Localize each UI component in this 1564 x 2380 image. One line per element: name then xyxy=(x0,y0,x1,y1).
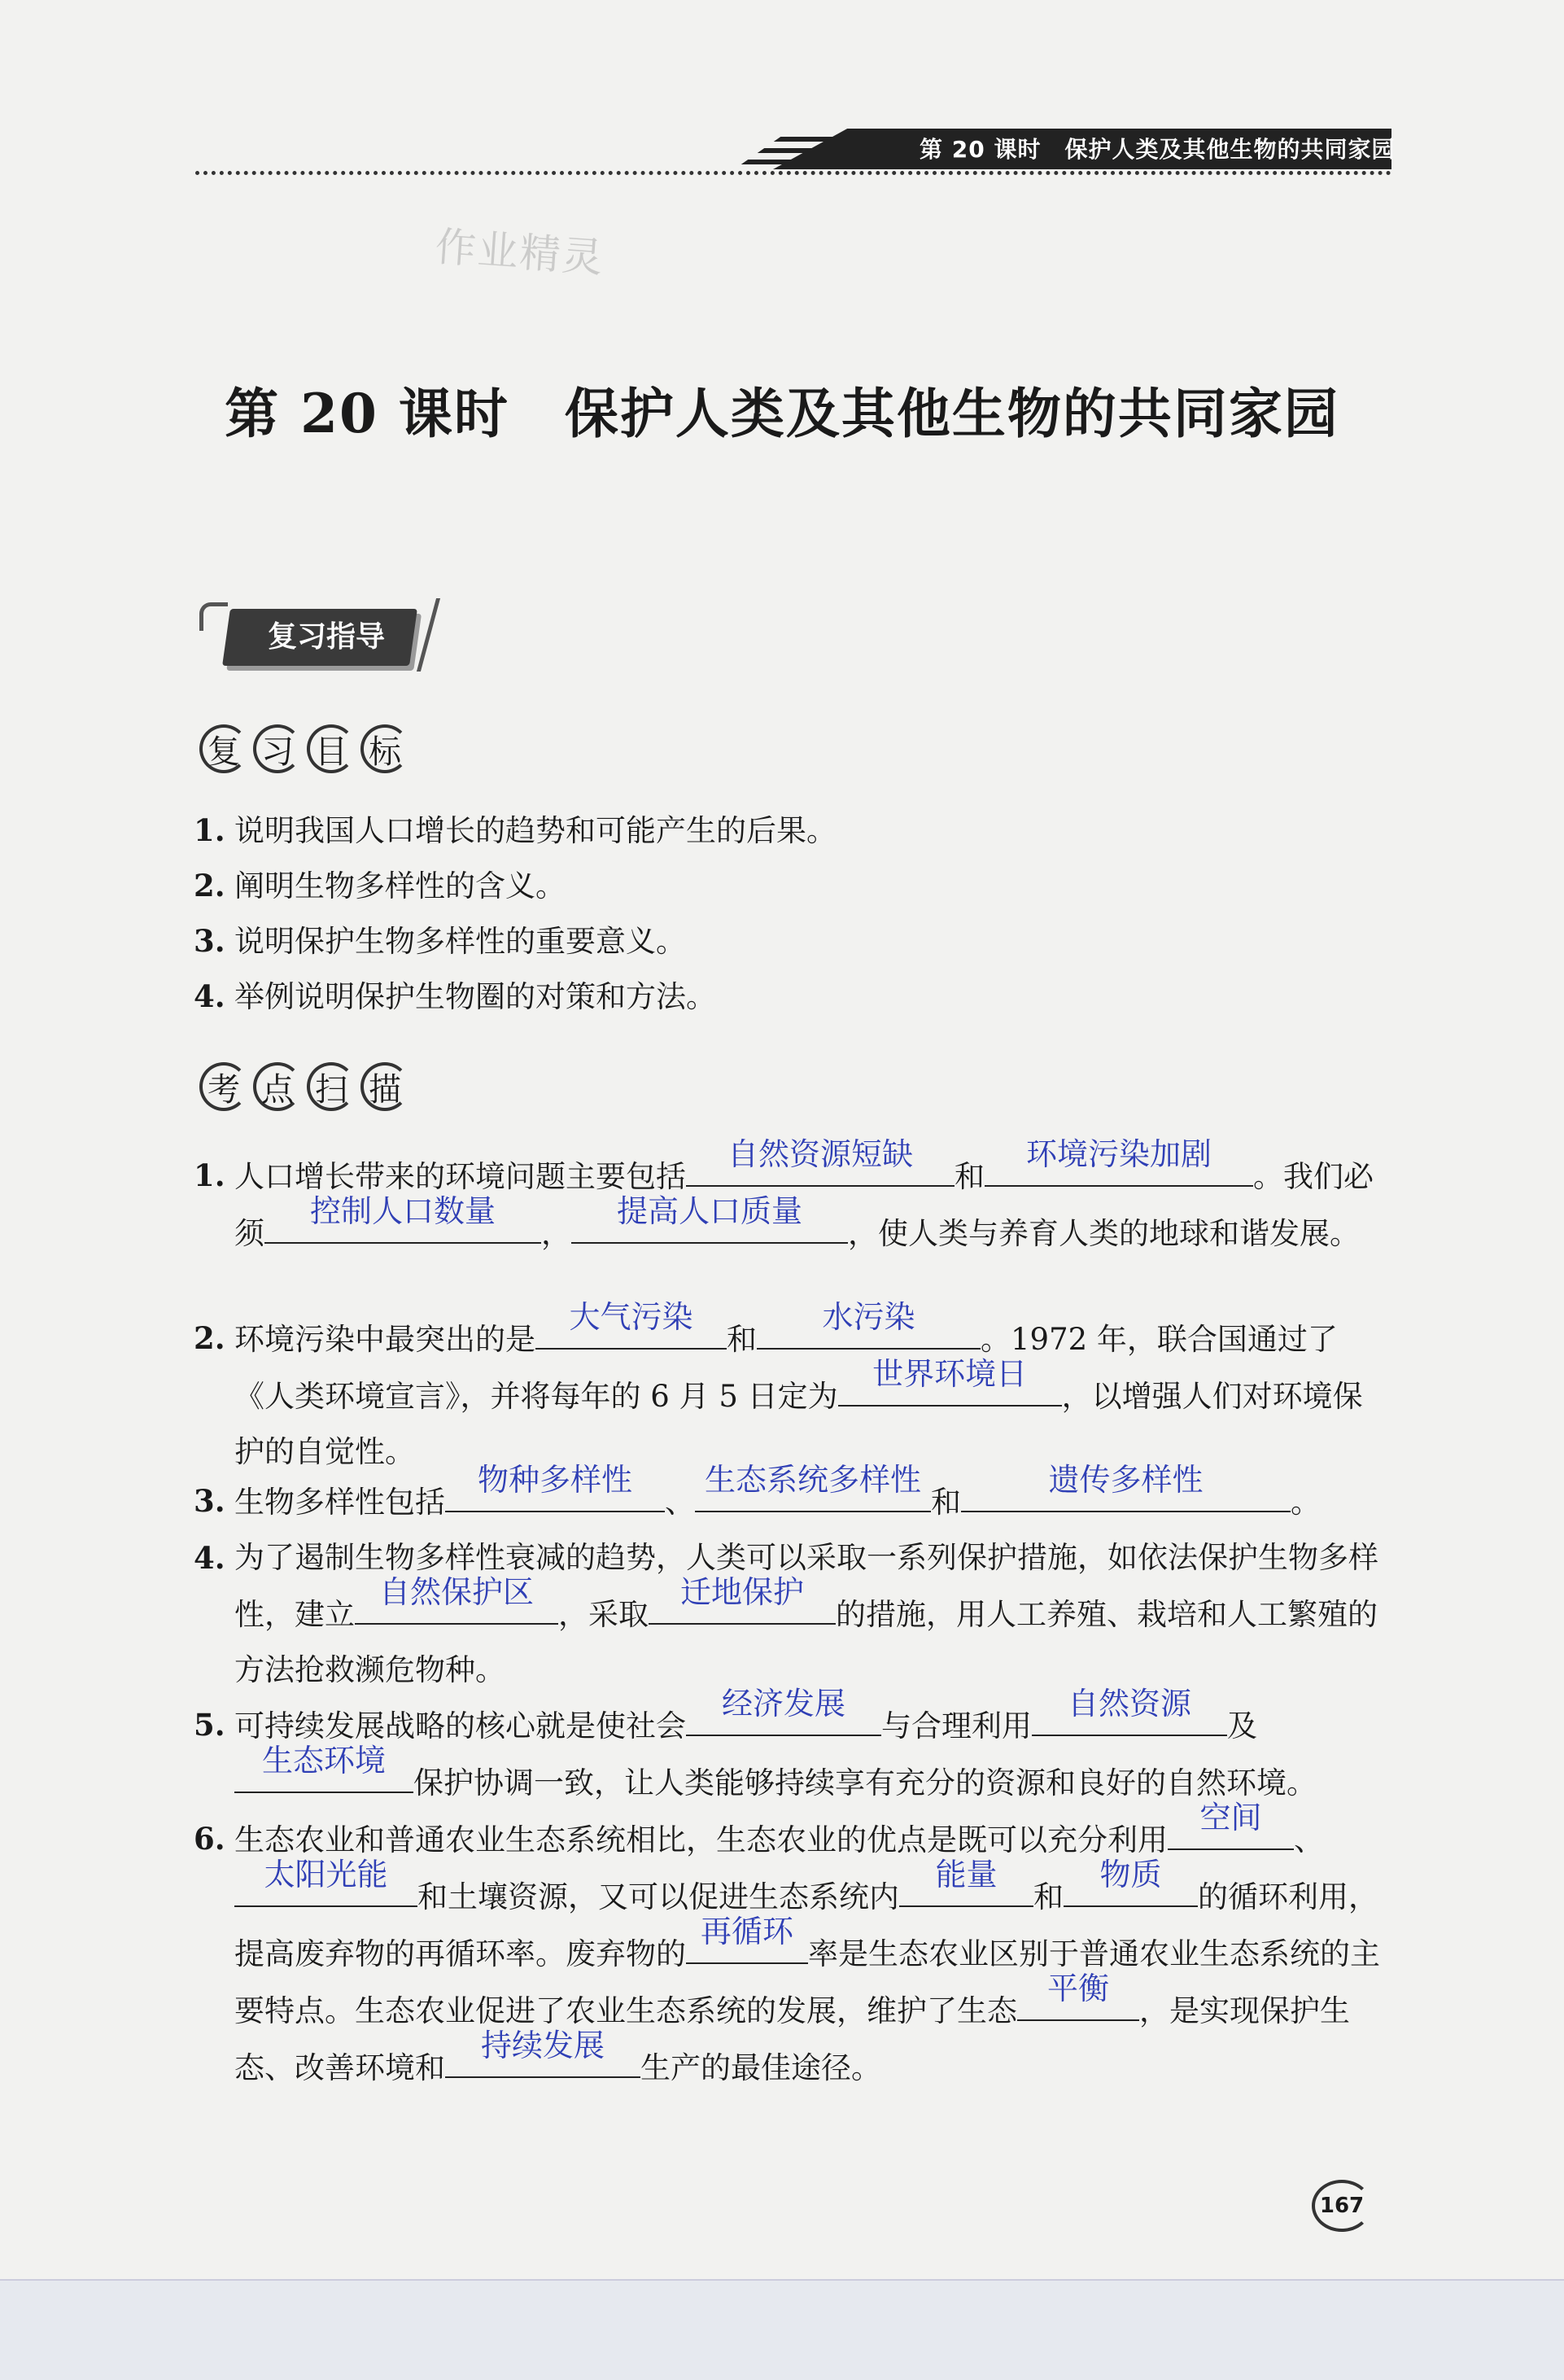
handwritten-answer: 自然资源短缺 xyxy=(727,1136,913,1172)
section-tag-label: 复习指导 xyxy=(267,620,385,654)
running-header-text: 第 20 课时 保护人类及其他生物的共同家园 xyxy=(920,136,1396,163)
heading-char: 考 xyxy=(199,1062,248,1111)
handwritten-answer: 环境污染加剧 xyxy=(1025,1136,1212,1172)
goals-heading xyxy=(199,724,409,773)
question-text: 可持续发展战略的核心就是使社会 xyxy=(234,1708,686,1743)
question-text: ，是实现保护生态、改善环境和 xyxy=(234,1993,1350,2085)
answer-blank xyxy=(961,1462,1291,1512)
question-text: ，使人类与养育人类的地球和谐发展。 xyxy=(848,1216,1360,1251)
page-number: 167 xyxy=(1312,2180,1372,2232)
handwritten-answer: 水污染 xyxy=(822,1299,915,1335)
answer-blank xyxy=(234,1857,417,1907)
question-number: 5. xyxy=(194,1707,225,1743)
goal-item xyxy=(194,868,566,903)
answer-blank xyxy=(445,1462,665,1512)
item-text: 阐明生物多样性的含义。 xyxy=(234,868,566,903)
page-title: 第 20 课时 保护人类及其他生物的共同家园 xyxy=(225,382,1339,445)
answer-blank xyxy=(686,1136,955,1187)
question-text: 和 xyxy=(931,1485,961,1520)
answer-blank xyxy=(686,1914,808,1964)
question-text: 的措施，用人工养殖、栽培和人工繁殖的方法抢救濒危物种。 xyxy=(234,1597,1378,1687)
goal-item xyxy=(194,923,686,959)
question-text: 。我们必须 xyxy=(234,1159,1374,1251)
handwritten-answer: 提高人口质量 xyxy=(616,1193,802,1229)
answer-blank xyxy=(571,1193,848,1244)
handwritten-answer: 生态系统多样性 xyxy=(704,1462,921,1498)
scan-bottom-margin xyxy=(0,2279,1564,2380)
answer-blank xyxy=(1032,1686,1227,1736)
question-number: 3. xyxy=(194,1483,225,1519)
question-text: ，以增强人们对环境保护的自觉性。 xyxy=(234,1379,1363,1469)
answer-blank xyxy=(757,1299,981,1350)
question-3 xyxy=(194,1462,1382,1530)
question-text: 和 xyxy=(727,1322,757,1357)
heading-char: 标 xyxy=(360,724,409,773)
handwritten-answer: 自然资源 xyxy=(1067,1686,1191,1722)
question-text: 的循环利用，提高废弃物的再循环率。废弃物的 xyxy=(234,1879,1378,1971)
question-text: 和土壤资源，又可以促进生态系统内 xyxy=(417,1879,899,1914)
question-text: 及 xyxy=(1227,1708,1257,1743)
answer-blank xyxy=(649,1574,836,1625)
item-number: 2. xyxy=(194,868,225,903)
question-text: 、 xyxy=(665,1485,695,1520)
watermark: 作业精灵 xyxy=(433,222,606,282)
question-text: 为了遏制生物多样性衰减的趋势，人类可以采取一系列保护措施，如依法保护生物多样性，建立 xyxy=(234,1540,1378,1632)
question-1 xyxy=(194,1136,1382,1262)
question-text: ， xyxy=(541,1216,571,1251)
heading-char: 复 xyxy=(199,724,248,773)
question-text: 和 xyxy=(955,1159,985,1194)
answer-blank xyxy=(1168,1800,1294,1850)
handwritten-answer: 世界环境日 xyxy=(872,1356,1028,1392)
handwritten-answer: 生态环境 xyxy=(261,1743,386,1778)
answer-blank xyxy=(686,1686,881,1736)
scan-heading xyxy=(199,1062,409,1111)
question-text: 生产的最佳途径。 xyxy=(640,2050,881,2085)
question-text: 。 xyxy=(1291,1485,1321,1520)
item-text: 说明保护生物多样性的重要意义。 xyxy=(234,924,686,959)
heading-char: 扫 xyxy=(307,1062,356,1111)
handwritten-answer: 持续发展 xyxy=(480,2028,605,2063)
item-text: 说明我国人口增长的趋势和可能产生的后果。 xyxy=(234,813,837,848)
heading-char: 描 xyxy=(360,1062,409,1111)
question-text: ，采取 xyxy=(558,1597,649,1632)
answer-blank xyxy=(264,1193,541,1244)
heading-char: 习 xyxy=(253,724,302,773)
tag-decoration xyxy=(199,602,228,631)
handwritten-answer: 物种多样性 xyxy=(477,1462,632,1498)
header-dotted-rule xyxy=(195,171,1391,175)
question-text: 生物多样性包括 xyxy=(234,1485,445,1520)
answer-blank xyxy=(355,1574,558,1625)
handwritten-answer: 物质 xyxy=(1099,1857,1162,1892)
question-text: 和 xyxy=(1033,1879,1064,1914)
question-number: 6. xyxy=(194,1821,225,1857)
question-text: 人口增长带来的环境问题主要包括 xyxy=(234,1159,686,1194)
goal-item xyxy=(194,812,837,848)
question-6 xyxy=(194,1800,1382,2096)
question-number: 4. xyxy=(194,1540,225,1576)
handwritten-answer: 遗传多样性 xyxy=(1048,1462,1204,1498)
goal-item xyxy=(194,978,716,1014)
handwritten-answer: 能量 xyxy=(935,1857,998,1892)
item-number: 4. xyxy=(194,978,225,1014)
heading-char: 目 xyxy=(307,724,356,773)
question-text: 环境污染中最突出的是 xyxy=(234,1322,535,1357)
handwritten-answer: 太阳光能 xyxy=(264,1857,388,1892)
question-number: 2. xyxy=(194,1320,225,1356)
handwritten-answer: 自然保护区 xyxy=(378,1574,534,1610)
question-text: 与合理利用 xyxy=(881,1708,1032,1743)
answer-blank xyxy=(838,1356,1062,1407)
handwritten-answer: 经济发展 xyxy=(721,1686,845,1722)
answer-blank xyxy=(1064,1857,1198,1907)
question-text: 。1972 年，联合国通过了《人类环境宣言》，并将每年的 6 月 5 日定为 xyxy=(234,1322,1338,1414)
answer-blank xyxy=(445,2028,640,2078)
question-4 xyxy=(194,1530,1382,1698)
handwritten-answer: 大气污染 xyxy=(569,1299,693,1335)
question-text: 、 xyxy=(1294,1822,1324,1857)
item-number: 1. xyxy=(194,812,225,848)
heading-char: 点 xyxy=(253,1062,302,1111)
question-text: 生态农业和普通农业生态系统相比，生态农业的优点是既可以充分利用 xyxy=(234,1822,1168,1857)
question-text: 率是生态农业区别于普通农业生态系统的主要特点。生态农业促进了农业生态系统的发展，维护了生态 xyxy=(234,1936,1380,2028)
handwritten-answer: 平衡 xyxy=(1046,1971,1109,2006)
answer-blank xyxy=(985,1136,1253,1187)
answer-blank xyxy=(535,1299,727,1350)
question-number: 1. xyxy=(194,1157,225,1193)
question-text: 保护协调一致，让人类能够持续享有充分的资源和良好的自然环境。 xyxy=(413,1765,1317,1800)
handwritten-answer: 空间 xyxy=(1199,1800,1262,1835)
handwritten-answer: 再循环 xyxy=(700,1914,793,1949)
item-number: 3. xyxy=(194,923,225,959)
handwritten-answer: 迁地保护 xyxy=(679,1574,804,1610)
answer-blank xyxy=(899,1857,1033,1907)
item-text: 举例说明保护生物圈的对策和方法。 xyxy=(234,979,716,1014)
answer-blank xyxy=(234,1743,413,1793)
handwritten-answer: 控制人口数量 xyxy=(309,1193,496,1229)
answer-blank xyxy=(1017,1971,1139,2021)
answer-blank xyxy=(695,1462,931,1512)
